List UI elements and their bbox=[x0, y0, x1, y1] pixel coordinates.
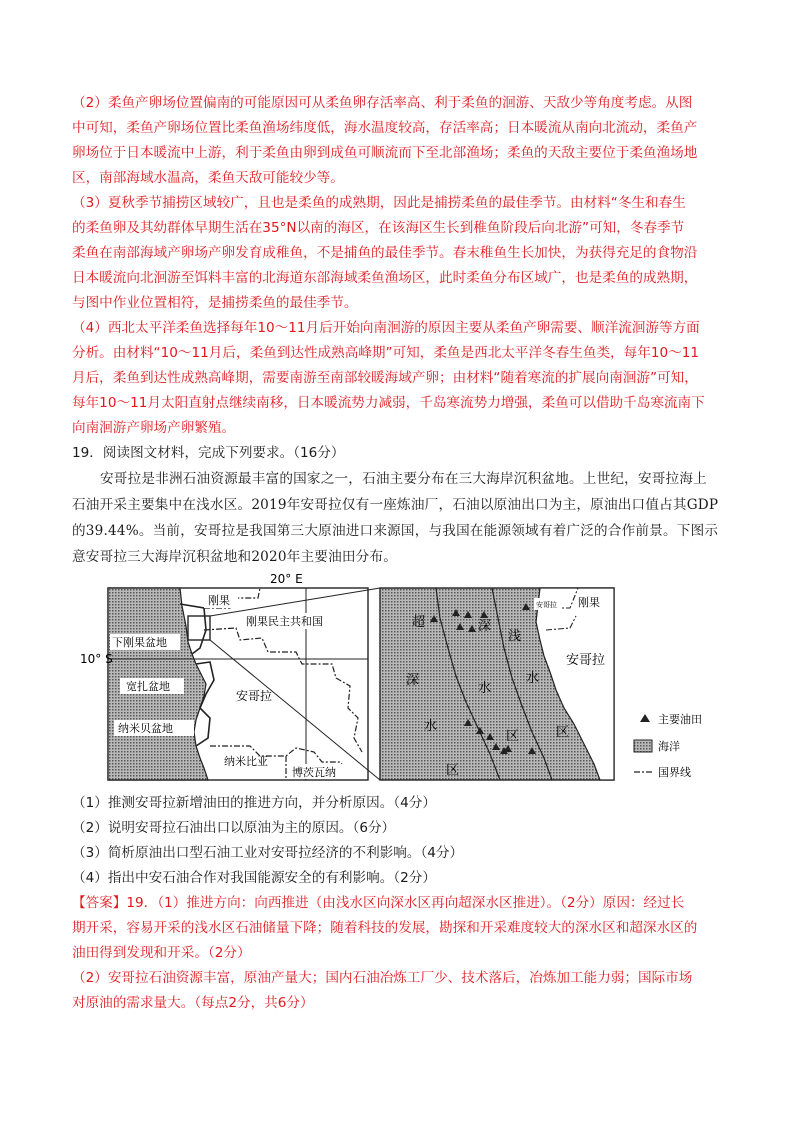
legend-border: 国界线 bbox=[658, 766, 691, 779]
zone-char: 水 bbox=[478, 681, 492, 696]
answer-text: 19．（1）推进方向：向西推进（由浅水区向深水区再向超深水区推进）。（2分）原因：经过长 bbox=[126, 895, 685, 911]
oilfield-legend-icon bbox=[640, 714, 650, 722]
question-2: （2）说明安哥拉石油出口以原油为主的原因。（6分） bbox=[72, 820, 396, 836]
answer-line: 分析。由材料“10～11月后，柔鱼到达性成熟高峰期”可知，柔鱼是西北太平洋冬春生鱼类，每年10～11 bbox=[72, 345, 700, 361]
label-drc: 刚果民主共和国 bbox=[246, 615, 323, 628]
answer-line: （2）柔鱼产卵场位置偏南的可能原因可从柔鱼卵存活率高、利于柔鱼的洄游、天敌少等角度考虑。从图 bbox=[72, 95, 693, 111]
label-namibe-basin: 纳米贝盆地 bbox=[118, 722, 173, 735]
zone-char: 区 bbox=[506, 729, 520, 744]
longitude-label: 20° E bbox=[270, 572, 303, 586]
label-angola: 安哥拉 bbox=[236, 689, 273, 703]
label-congo: 刚果 bbox=[208, 594, 230, 607]
answer-line: 卵场位于日本暖流中上游，利于柔鱼由卵到成鱼可顺流而下至北部渔场；柔鱼的天敌主要位于柔鱼渔场地 bbox=[72, 145, 698, 161]
answer-line: 月后，柔鱼到达性成熟高峰期，需要南游至南部较暖海域产卵；由材料“随着寒流的扩展向南洄游”可知， bbox=[72, 370, 698, 386]
question-title: 19．阅读图文材料，完成下列要求。（16分） bbox=[72, 445, 345, 461]
answer-line: 期开采，容易开采的浅水区石油储量下降；随着科技的发展，勘探和开采难度较大的深水区和超深水区的 bbox=[72, 920, 698, 936]
zone-char: 区 bbox=[446, 763, 460, 778]
question-4: （4）指出中安石油合作对我国能源安全的有利影响。（2分） bbox=[72, 870, 436, 886]
label-lower-congo-basin: 下刚果盆地 bbox=[112, 636, 167, 649]
answer-line: 的柔鱼卵及其幼群体早期生活在35°N以南的海区，在该海区生长到稚鱼阶段后向北游”可知，冬春季节 bbox=[72, 220, 685, 236]
zone-char: 水 bbox=[526, 671, 540, 686]
label-namibia: 纳米比亚 bbox=[224, 755, 268, 768]
answer-line: 中可知，柔鱼产卵场位置比柔鱼渔场纬度低，海水温度较高，存活率高；日本暖流从南向北流动，柔鱼产 bbox=[72, 120, 698, 136]
ocean-legend-icon bbox=[634, 740, 652, 752]
zone-char: 超 bbox=[412, 615, 426, 630]
answer-line: 每年10～11月太阳直射点继续南移，日本暖流势力减弱，千岛寒流势力增强，柔鱼可以借助千岛寒流南下 bbox=[72, 395, 705, 411]
answer-line-first bbox=[72, 894, 684, 912]
material-line: 意安哥拉三大海岸沉积盆地和2020年主要油田分布。 bbox=[72, 549, 398, 565]
detail-label-congo: 刚果 bbox=[578, 596, 600, 609]
material-line: 石油开采主要集中在浅水区。2019年安哥拉仅有一座炼油厂，石油以原油出口为主，原油出口值占其GDP bbox=[72, 497, 719, 513]
zone-char: 浅 bbox=[508, 629, 522, 644]
answer-tag: 【答案】 bbox=[72, 895, 127, 911]
zone-char: 区 bbox=[556, 725, 570, 740]
legend-oilfield: 主要油田 bbox=[658, 713, 702, 726]
angola-oil-map bbox=[80, 568, 702, 786]
map-legend bbox=[634, 712, 702, 779]
answer-line: 对原油的需求量大。（每点2分，共6分） bbox=[72, 995, 314, 1011]
detail-label-angola: 安哥拉 bbox=[566, 653, 606, 668]
latitude-label: 10° S bbox=[80, 652, 113, 666]
label-botswana: 博茨瓦纳 bbox=[292, 766, 336, 779]
legend-ocean: 海洋 bbox=[658, 740, 680, 753]
answer-line: 向南洄游产卵场产卵繁殖。 bbox=[72, 420, 236, 436]
question-1: （1）推测安哥拉新增油田的推进方向，并分析原因。（4分） bbox=[72, 795, 436, 811]
answer-line: 柔鱼在南部海域产卵场产卵发育成稚鱼，不是捕鱼的最佳季节。春末稚鱼生长加快，为获得充足的食物沿 bbox=[72, 245, 698, 261]
zone-char: 水 bbox=[424, 719, 438, 734]
answer-line: （3）夏秋季节捕捞区域较广，且也是柔鱼的成熟期，因此是捕捞柔鱼的最佳季节。由材料“冬生和春生 bbox=[72, 195, 686, 211]
material-line: 的39.44%。当前，安哥拉是我国第三大原油进口来源国，与我国在能源领域有着广泛的合作前景。下图示 bbox=[72, 523, 719, 539]
material-line: 安哥拉是非洲石油资源最丰富的国家之一，石油主要分布在三大海岸沉积盆地。上世纪，安哥拉海上 bbox=[100, 471, 707, 487]
question-3: （3）简析原油出口型石油工业对安哥拉经济的不利影响。（4分） bbox=[72, 845, 464, 861]
zone-char: 深 bbox=[406, 673, 420, 688]
answer-line: 日本暖流向北洄游至饵料丰富的北海道东部海域柔鱼渔场区，此时柔鱼分布区域广，也是柔鱼的成熟期， bbox=[72, 270, 698, 286]
label-kwanza-basin: 宽扎盆地 bbox=[126, 680, 170, 693]
answer-line: （2）安哥拉石油资源丰富，原油产量大；国内石油冶炼工厂少、技术落后，冶炼加工能力弱；国际市场 bbox=[72, 970, 693, 986]
answer-line: 与图中作业位置相符，是捕捞柔鱼的最佳季节。 bbox=[72, 295, 358, 311]
zone-char: 深 bbox=[478, 619, 492, 634]
answer-line: （4）西北太平洋柔鱼选择每年10～11月后开始向南洄游的原因主要从柔鱼产卵需要、顺洋流洄游等方面 bbox=[72, 320, 700, 336]
detail-label-angola-small: 安哥拉 bbox=[536, 601, 557, 609]
answer-line: 区，南部海域水温高，柔鱼天敌可能较少等。 bbox=[72, 170, 344, 186]
answer-line: 油田得到发现和开采。（2分） bbox=[72, 945, 251, 961]
